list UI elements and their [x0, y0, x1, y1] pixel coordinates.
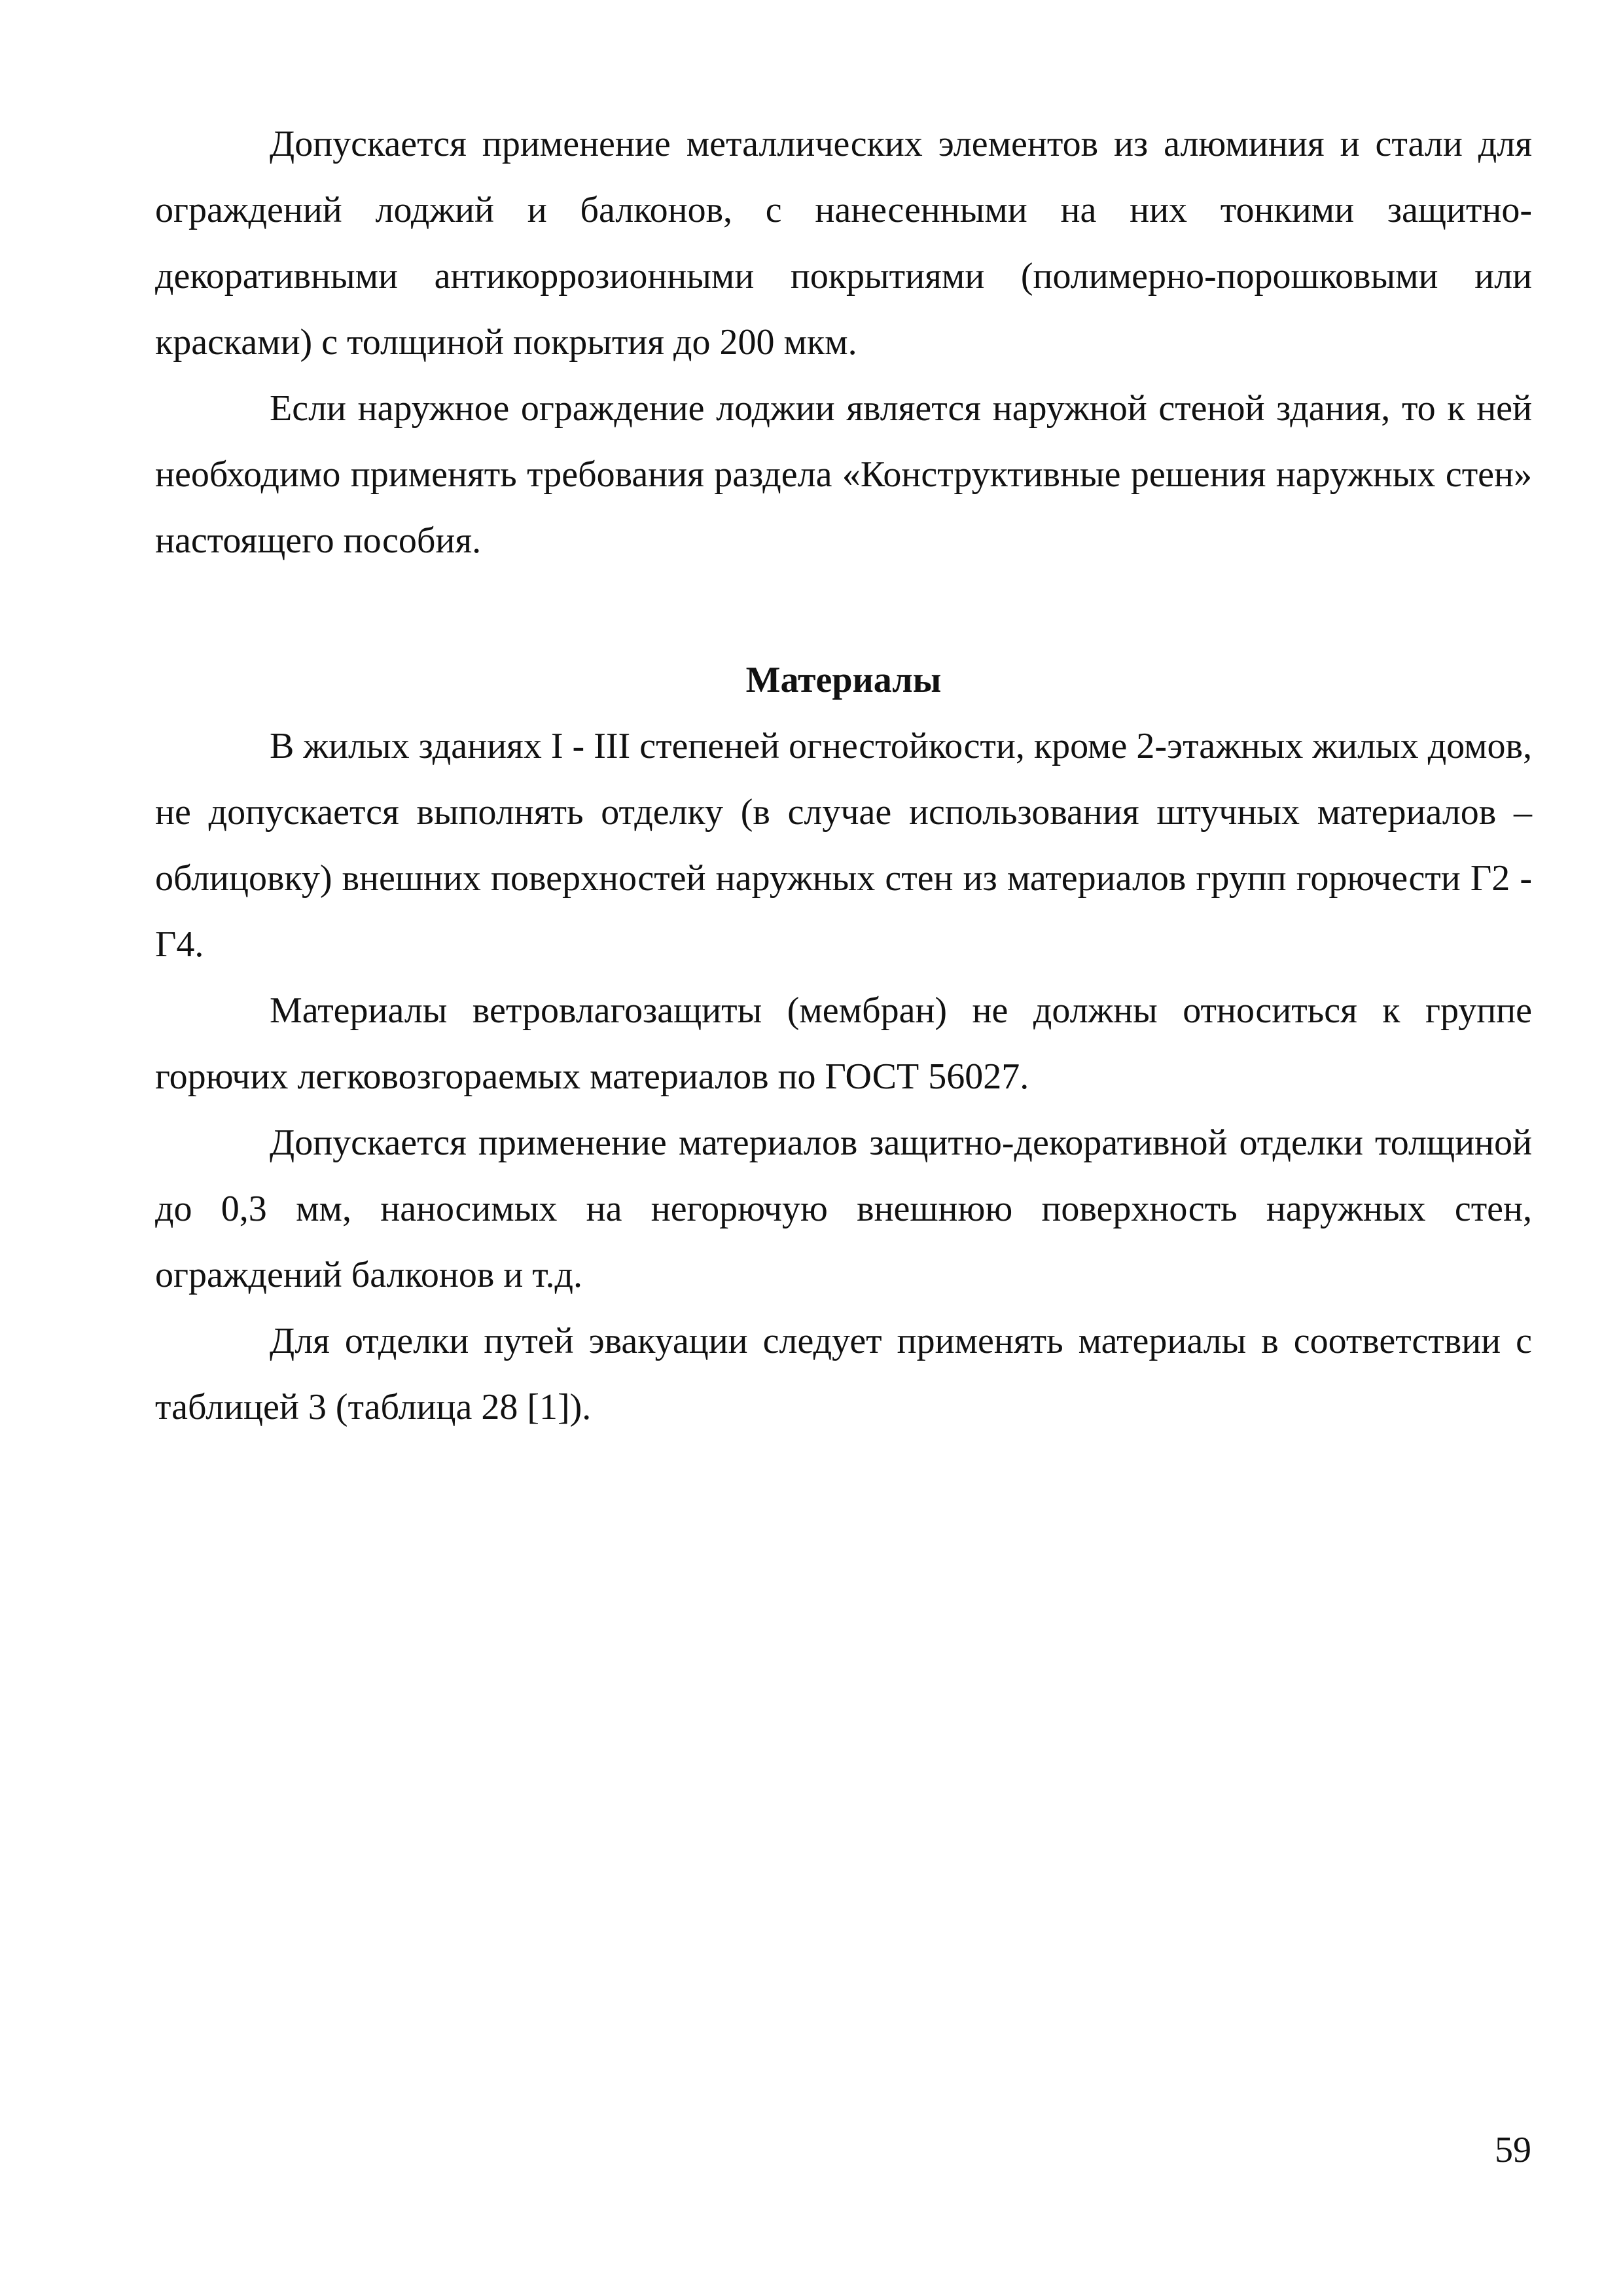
paragraph-loggia-wall: Если наружное ограждение лоджии является наружной стеной здания, то к ней необходимо применять требования раздела «Конструктивные решения наружных стен» настоящего пособия.	[155, 388, 1532, 561]
paragraph-fire-resistance: В жилых зданиях I - III степеней огнестойкости, кроме 2-этажных жилых домов, не допускается выполнять отделку (в случае использования штучных материалов – облицовку) внешних поверхностей наружных стен из материалов групп горючести Г2 - Г4.	[155, 726, 1532, 965]
paragraph-membranes: Материалы ветровлагозащиты (мембран) не должны относиться к группе горючих легковозгораемых материалов по ГОСТ 56027.	[155, 990, 1532, 1097]
section-spacer	[155, 574, 1532, 647]
paragraph-metal-railings: Допускается применение металлических элементов из алюминия и стали для ограждений лоджий и балконов, с нанесенными на них тонкими защитно-декоративными антикоррозионными покрытиями (полимерно-порошковыми или красками) с толщиной покрытия до 200 мкм.	[155, 124, 1532, 363]
paragraph-evacuation-routes: Для отделки путей эвакуации следует применять материалы в соответствии с таблицей 3 (таблица 28 [1]).	[155, 1321, 1532, 1427]
page-content	[155, 111, 1532, 1441]
page-number: 59	[1495, 2130, 1531, 2170]
paragraph-decorative-finish: Допускается применение материалов защитно-декоративной отделки толщиной до 0,3 мм, наносимых на негорючую внешнюю поверхность наружных стен, ограждений балконов и т.д.	[155, 1122, 1532, 1295]
section-heading-materials: Материалы	[745, 660, 942, 700]
